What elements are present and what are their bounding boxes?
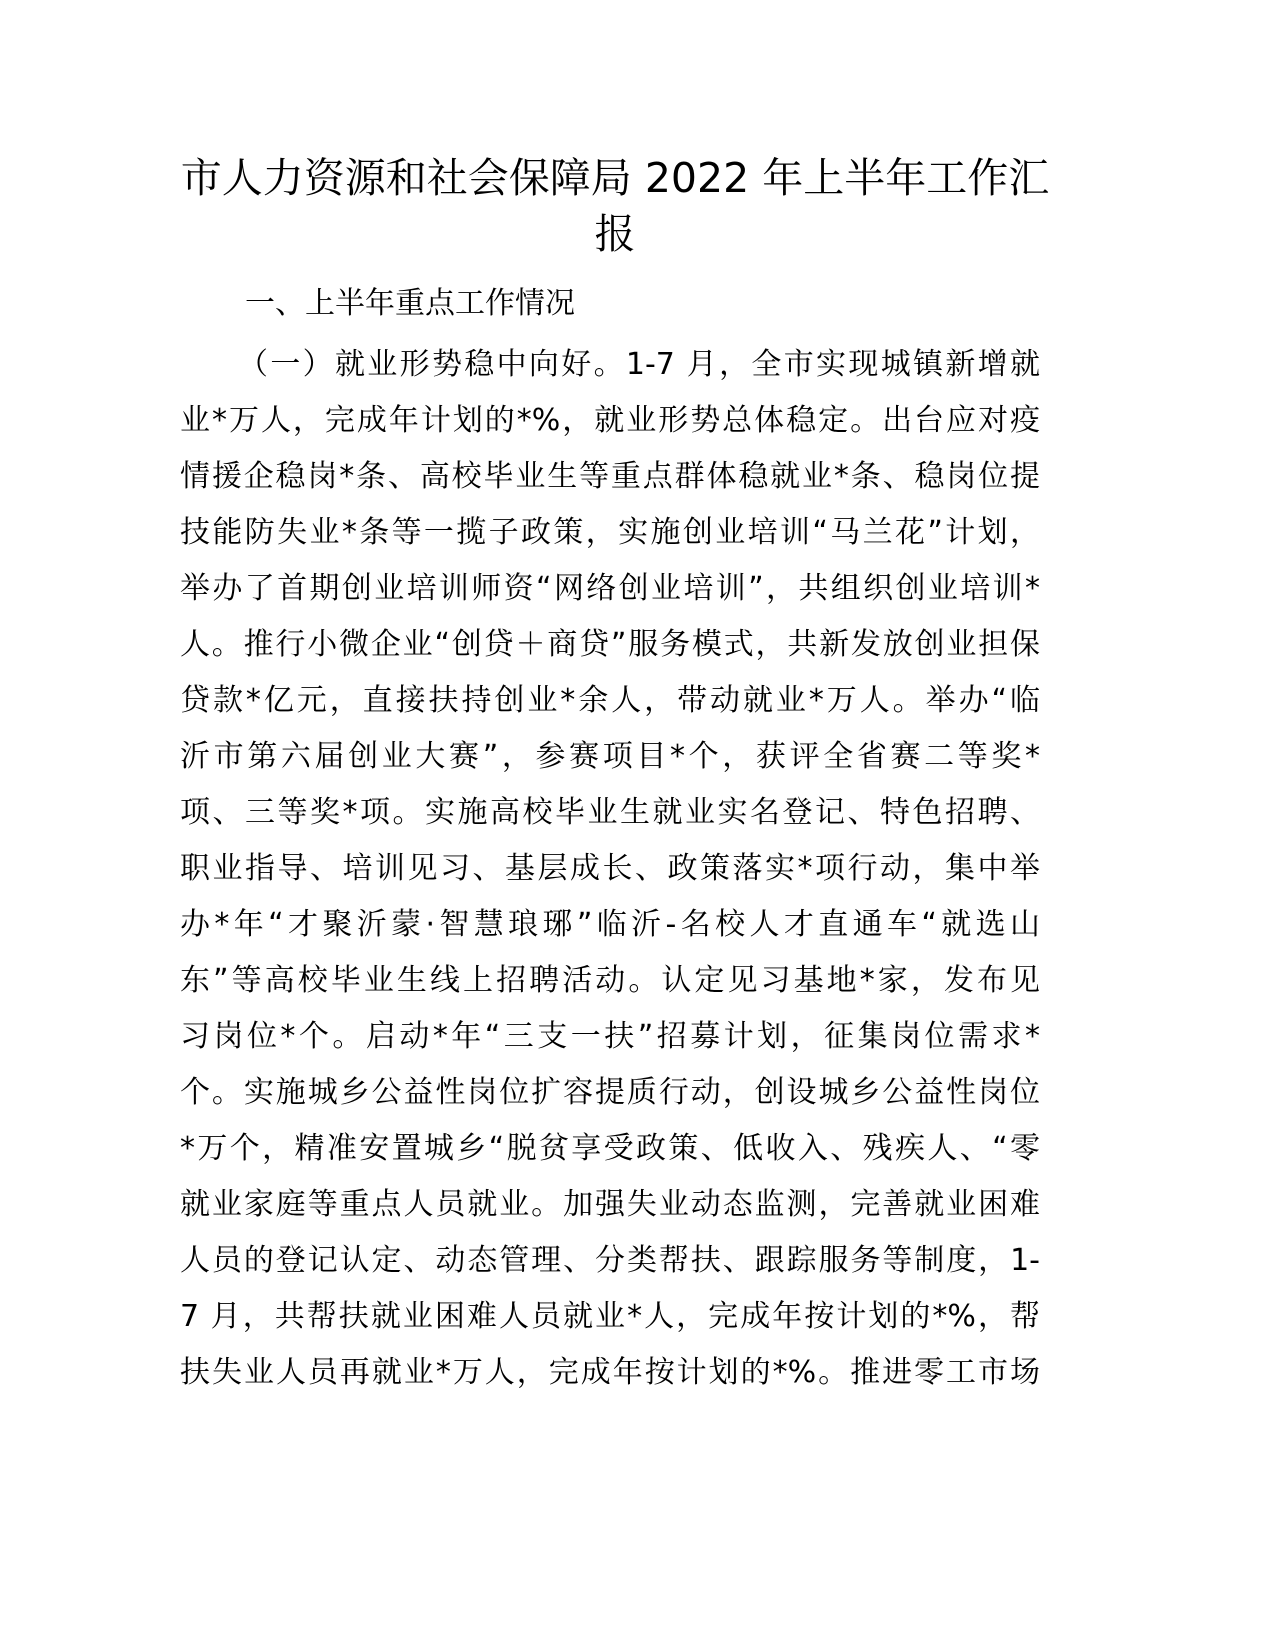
paragraph-line: 技能防失业*条等一揽子政策，实施创业培训“马兰花”计划， [180, 515, 1040, 550]
paragraph-line: 就业家庭等重点人员就业。加强失业动态监测，完善就业困难 [180, 1187, 1040, 1222]
paragraph-line: 东”等高校毕业生线上招聘活动。认定见习基地*家，发布见 [180, 963, 1040, 998]
paragraph-line: 办*年“才聚沂蒙·智慧琅琊”临沂-名校人才直通车“就选山 [180, 907, 1040, 942]
paragraph-line: （一）就业形势稳中向好。1-7 月，全市实现城镇新增就 [238, 347, 1040, 382]
paragraph-line: 贷款*亿元，直接扶持创业*余人，带动就业*万人。举办“临 [180, 683, 1040, 718]
paragraph-line: *万个，精准安置城乡“脱贫享受政策、低收入、残疾人、“零 [180, 1131, 1040, 1166]
section-heading: 一、上半年重点工作情况 [245, 286, 575, 321]
paragraph-line: 人员的登记认定、动态管理、分类帮扶、跟踪服务等制度，1- [180, 1243, 1040, 1278]
paragraph-line: 举办了首期创业培训师资“网络创业培训”，共组织创业培训* [180, 571, 1040, 606]
paragraph-line: 职业指导、培训见习、基层成长、政策落实*项行动，集中举 [180, 851, 1040, 886]
paragraph-line: 项、三等奖*项。实施高校毕业生就业实名登记、特色招聘、 [180, 795, 1040, 830]
paragraph-line: 个。实施城乡公益性岗位扩容提质行动，创设城乡公益性岗位 [180, 1075, 1040, 1110]
paragraph-line: 7 月，共帮扶就业困难人员就业*人，完成年按计划的*%，帮 [180, 1299, 1040, 1334]
paragraph-line: 情援企稳岗*条、高校毕业生等重点群体稳就业*条、稳岗位提 [180, 459, 1040, 494]
paragraph-line: 习岗位*个。启动*年“三支一扶”招募计划，征集岗位需求* [180, 1019, 1040, 1054]
paragraph-line: 沂市第六届创业大赛”，参赛项目*个，获评全省赛二等奖* [180, 739, 1040, 774]
paragraph-line: 业*万人，完成年计划的*%，就业形势总体稳定。出台应对疫 [180, 403, 1040, 438]
document-title-line-2: 报 [594, 210, 636, 258]
document-title-line-1: 市人力资源和社会保障局 2022 年上半年工作汇 [180, 154, 1050, 202]
paragraph-line: 扶失业人员再就业*万人，完成年按计划的*%。推进零工市场 [180, 1355, 1040, 1390]
paragraph-line: 人。推行小微企业“创贷＋商贷”服务模式，共新发放创业担保 [180, 627, 1040, 662]
